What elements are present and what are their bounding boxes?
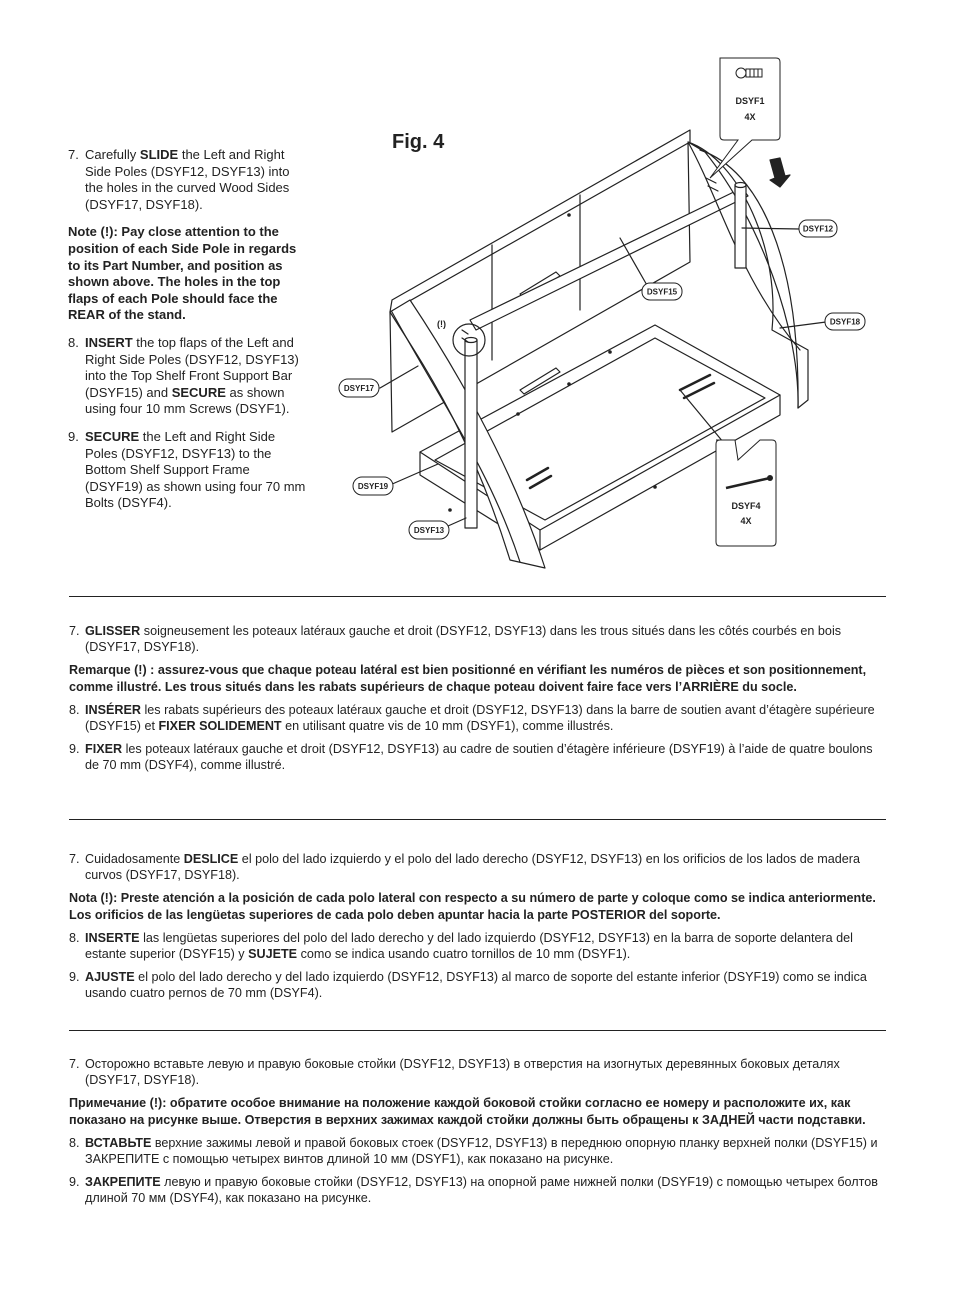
russian-note: Примечание (!): обратите особое внимание на положение каждой боковой стойки согласно ее номеру и расположите их, как показано на рисунке выше. Отверстия в верхних зажимах каждой стойки должны быть обращены к ЗАДНЕЙ части подставки.	[69, 1096, 866, 1127]
spanish-note: Nota (!): Preste atención a la posición de cada polo lateral con respecto a su número de parte y coloque como se indica anteriormente. Los orificios de las lengüetas superiores de cada polo deben apuntar hacia la parte POSTERIOR del soporte.	[69, 891, 876, 922]
svg-text:DSYF15: DSYF15	[646, 287, 678, 297]
svg-text:DSYF12: DSYF12	[802, 224, 834, 234]
step-number: 8.	[68, 334, 79, 350]
section-divider	[69, 596, 886, 597]
spanish-step-9: 9. AJUSTE el polo del lado derecho y del lado izquierdo (DSYF12, DSYF13) al marco de soporte del estante inferior (DSYF19) como se indica usando cuatro pernos de 70 mm (DSYF4).	[69, 970, 867, 1001]
part-label-dsyf12	[799, 220, 837, 237]
part-label-dsyf19	[353, 477, 393, 495]
svg-text:DSYF17: DSYF17	[343, 384, 375, 393]
spanish-instructions	[69, 851, 886, 1009]
svg-text:DSYF19: DSYF19	[357, 482, 389, 491]
part-label-dsyf15	[642, 283, 682, 300]
svg-text:DSYF13: DSYF13	[413, 526, 445, 535]
figure-title: Fig. 4	[392, 131, 445, 153]
part-label-dsyf13	[409, 521, 449, 539]
spanish-step-8: 8. INSERTE las lengüetas superiores del polo del lado derecho y del lado izquierdo (DSYF12, DSYF13) en la barra de soporte delantera del estante superior (DSYF15) y SUJETE como se indica usando cuatro tornillos de 10 mm (DSYF1).	[69, 930, 853, 962]
attention-mark: (!)	[437, 319, 446, 329]
french-note: Remarque (!) : assurez-vous que chaque poteau latéral est bien positionné en vérifiant les numéros de pièces et son positionnement, comme illustré. Les trous situés dans les rabats supérieurs de chaque poteau doivent faire face vers l’ARRIÈRE du socle.	[69, 663, 867, 694]
svg-text:DSYF18: DSYF18	[829, 317, 861, 327]
russian-step-9: 9. ЗАКРЕПИТЕ левую и правую боковые стойки (DSYF12, DSYF13) на опорной раме нижней полки (DSYF19) с помощью четырех болтов длиной 70 мм (DSYF4), как показано на рисунке.	[69, 1175, 878, 1206]
step-number: 7.	[68, 147, 79, 162]
bolt-part-label: DSYF4	[731, 501, 761, 511]
english-step-7: 7. Carefully SLIDE the Left and Right Side Poles (DSYF12, DSYF13) into the holes in the curved Wood Sides (DSYF17, DSYF18).	[68, 147, 290, 212]
russian-step-7: 7. Осторожно вставьте левую и правую боковые стойки (DSYF12, DSYF13) в отверстия на изогнутых деревянных боковых деталях (DSYF17, DSYF18).	[69, 1057, 840, 1088]
english-instructions	[68, 147, 308, 523]
bolt-qty-label: 4X	[740, 516, 752, 526]
screw-icon	[736, 68, 762, 78]
english-note: Note (!): Pay close attention to the position of each Side Pole in regards to its Part Number, and position as shown above. The holes in the top flaps of each Pole should face the REAR of the stand.	[68, 224, 297, 323]
screw-qty-label: 4X	[744, 112, 756, 122]
french-step-7: 7. GLISSER soigneusement les poteaux latéraux gauche et droit (DSYF12, DSYF13) dans les trous situés dans les côtés courbés en bois (DSYF17, DSYF18).	[69, 624, 842, 655]
part-label-dsyf18	[825, 313, 865, 330]
part-label-dsyf17	[339, 379, 379, 397]
russian-step-8: 8. ВСТАВЬТЕ верхние зажимы левой и правой боковых стоек (DSYF12, DSYF13) в переднюю опорную планку верхней полки (DSYF15) и ЗАКРЕПИТЕ с помощью четырех винтов длиной 10 мм (DSYF1), как показано на рисунке.	[69, 1135, 878, 1167]
russian-instructions	[69, 1056, 886, 1214]
spanish-step-7: 7. Cuidadosamente DESLICE el polo del lado izquierdo y el polo del lado derecho (DSYF12, DSYF13) en los orificios de los lados de madera curvos (DSYF17, DSYF18).	[69, 852, 860, 883]
screw-part-label: DSYF1	[735, 96, 765, 106]
section-divider	[69, 819, 886, 820]
french-step-9: 9. FIXER les poteaux latéraux gauche et droit (DSYF12, DSYF13) au cadre de soutien d’étagère inférieure (DSYF19) à l’aide de quatre boulons de 70 mm (DSYF4), comme illustré.	[69, 742, 873, 773]
english-step-9: 9. SECURE the Left and Right Side Poles (DSYF12, DSYF13) to the Bottom Shelf Support Frame (DSYF19) as shown using four 70 mm Bolts (DSYF4).	[68, 428, 306, 511]
assembly-diagram	[330, 50, 870, 580]
section-divider	[69, 1030, 886, 1031]
step-number: 9.	[68, 428, 79, 444]
bolt-callout	[716, 440, 776, 546]
english-step-8: 8. INSERT the top flaps of the Left and Right Side Poles (DSYF12, DSYF13) into the Top Shelf Front Support Bar (DSYF15) and SECURE as shown using four 10 mm Screws (DSYF1).	[68, 334, 299, 417]
french-step-8: 8. INSÉRER les rabats supérieurs des poteaux latéraux gauche et droit (DSYF12, DSYF13) dans la barre de soutien avant d’étagère supérieure (DSYF15) et FIXER SOLIDEMENT en utilisant quatre vis de 10 mm (DSYF1), comme illustrés.	[69, 702, 875, 734]
french-instructions	[69, 623, 886, 781]
